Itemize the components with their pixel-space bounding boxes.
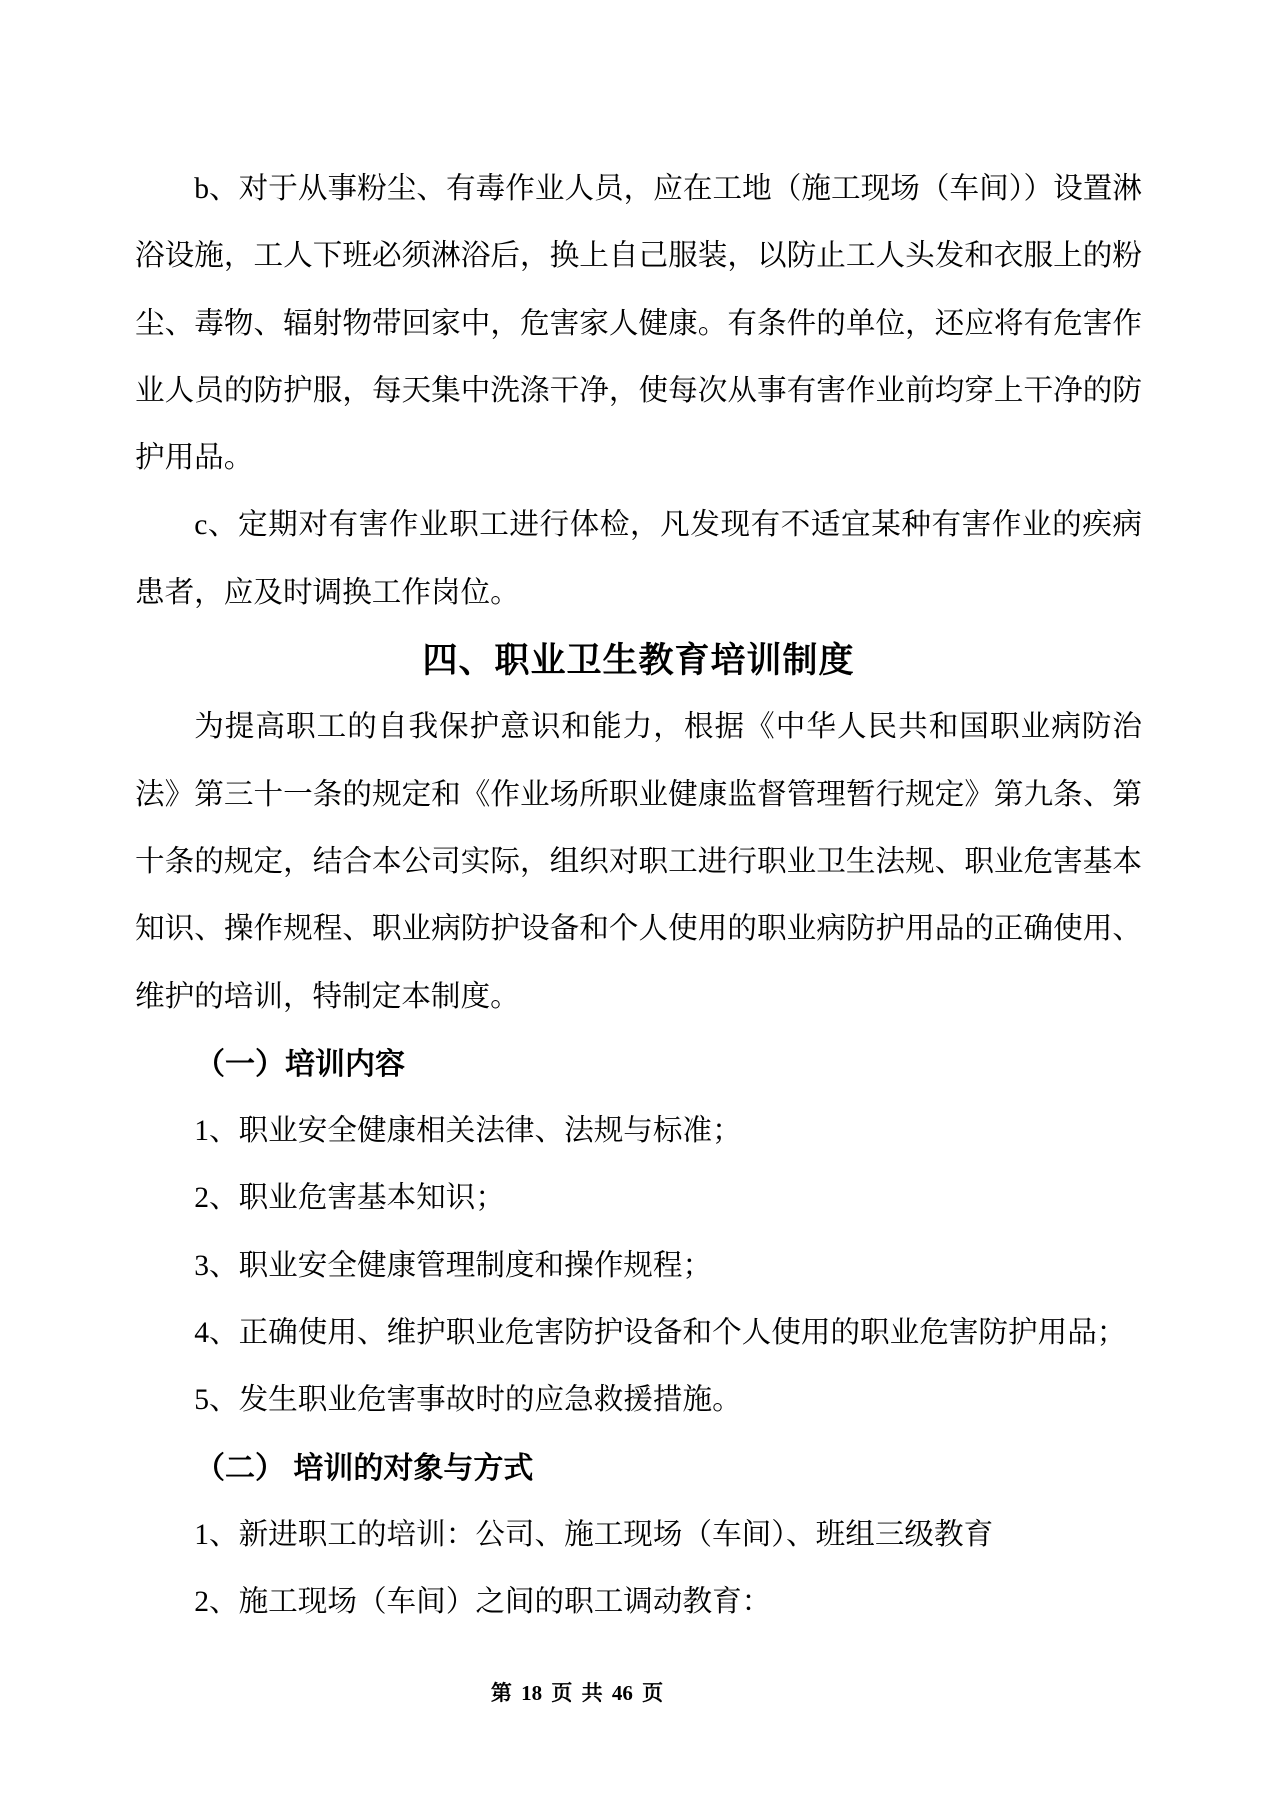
paragraph-training-legal-basis: 为提高职工的自我保护意识和能力，根据《中华人民共和国职业病防治法》第三十一条的规定和《作业场所职业健康监督管理暂行规定》第九条、第十条的规定，结合本公司实际，组织对职工进行职业卫生法规、职业危害基本知识、操作规程、职业病防护设备和个人使用的职业病防护用品的正确使用、维护的培训，特制定本制度。 [135, 711, 1142, 1013]
document-body [135, 156, 1142, 1637]
subsection-heading-training-targets-methods: （二） 培训的对象与方式 [195, 1451, 534, 1485]
page-footer [0, 1679, 1154, 1707]
list-item-management-rules-procedures: 3、职业安全健康管理制度和操作规程； [194, 1249, 713, 1282]
paragraph-periodic-checkup-rule: c、定期对有害作业职工进行体检，凡发现有不适宜某种有害作业的疾病患者，应及时调换工作岗位。 [135, 509, 1142, 609]
list-item-emergency-rescue-measures: 5、发生职业危害事故时的应急救援措施。 [194, 1384, 742, 1417]
page-number-text: 第 18 页 共 46 页 [490, 1681, 664, 1705]
subsection-heading-training-content: （一）培训内容 [195, 1047, 405, 1081]
list-item-laws-regulations-standards: 1、职业安全健康相关法律、法规与标准； [194, 1115, 742, 1148]
list-item-new-worker-three-level-education: 1、新进职工的培训：公司、施工现场（车间）、班组三级教育 [194, 1518, 994, 1551]
list-item-basic-hazard-knowledge: 2、职业危害基本知识； [194, 1182, 505, 1215]
list-item-site-transfer-education: 2、施工现场（车间）之间的职工调动教育： [194, 1586, 772, 1619]
list-item-protective-equipment-use: 4、正确使用、维护职业危害防护设备和个人使用的职业危害防护用品； [194, 1317, 1127, 1350]
paragraph-dust-poison-shower-rule: b、对于从事粉尘、有毒作业人员，应在工地（施工现场（车间））设置淋浴设施，工人下班必须淋浴后，换上自己服装，以防止工人头发和衣服上的粉尘、毒物、辐射物带回家中，危害家人健康。有条件的单位，还应将有危害作业人员的防护服，每天集中洗涤干净，使每次从事有害作业前均穿上干净的防护用品。 [135, 173, 1142, 475]
section-heading-occupational-health-training-system: 四、职业卫生教育培训制度 [422, 641, 855, 681]
